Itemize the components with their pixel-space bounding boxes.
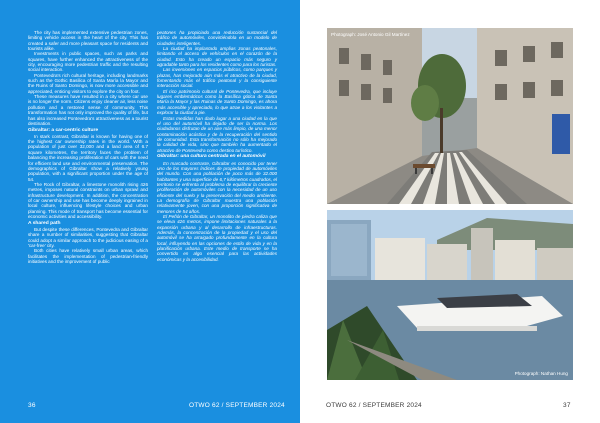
body-paragraph: The Rock of Gibraltar, a limestone monolith rising 426 metres, imposes natural constraints on urban sprawl and infrastructure development. In addition, the concentration of car ownership and use has become deeply ingrained in local culture, influencing lifestyle choices and urban planning. This mode of transport has become essential for economic activities and accessibility.: [28, 181, 148, 219]
gibraltar-marina-photo: [327, 210, 573, 380]
photo-credit-top: Photograph: José Antonio Gil Martínez: [331, 32, 410, 37]
body-paragraph: The city has implemented extensive pedestrian zones, limiting vehicle access in the heart of the city. This has created a safer and more pleasant space for residents and tourists alike.: [28, 30, 148, 52]
photo-credit-bottom: Photograph: Nathan Hung: [514, 371, 568, 376]
body-paragraph: El rico patrimonio cultural de Pontevedra, que incluye lugares emblemáticos como la Basílica gótica de Santa María la Mayor y las Ruinas de Santo Domingo, es ahora más accesible y apreciado, lo que atrae a los visitantes a explorar la ciudad a pie.: [157, 88, 277, 116]
body-paragraph: En marcado contraste, Gibraltar es conocido por tener uno de los mayores índices de propiedad de automóviles del mundo. Con una población de poco más de 32.000 habitantes y una superficie de 6,7 kilómetros cuadrados, el territorio se enfrenta al problema de equilibrar la creciente proliferación de automóviles con la necesidad de un uso eficiente del suelo y la preservación del medio ambiente. La demografía de Gibraltar muestra una población relativamente joven, con una proporción significativa de menores de 54 años.: [157, 160, 277, 214]
body-paragraph: peatones ha propiciado una reducción sustancial del tráfico de automóviles, convirtiéndola en un modelo de ciudades inteligentes.: [157, 30, 277, 46]
pontevedra-street-photo: [327, 28, 573, 204]
body-paragraph: Both cities have relatively small urban areas, which facilitates the implementation of pedestrian-friendly initiatives and the improvement of public: [28, 248, 148, 264]
section-heading-shared-path: A shared path: [28, 220, 61, 226]
page-number-right: 37: [563, 402, 571, 409]
section-heading-gibraltar-es: Gibraltar: una cultura centrada en el automóvil: [157, 154, 266, 160]
body-paragraph: El Peñón de Gibraltar, un monolito de piedra caliza que se eleva 426 metros, impone limitaciones naturales a la expansión urbana y al desarrollo de infraestructuras. Además, la concentración de la propiedad y el uso del automóvil se ha arraigado profundamente en la cultura local, influyendo en las opciones de estilo de vida y en la planificación urbana. Este medio de transporte se ha convertido en algo esencial para las actividades económicas y la accesibilidad.: [157, 213, 277, 262]
body-paragraph: Las inversiones en espacios públicos, como parques y plazas, han mejorado aún más el atractivo de la ciudad, fomentando más el tráfico peatonal y la consiguiente interacción social.: [157, 67, 277, 89]
body-paragraph: Pontevedra's rich cultural heritage, including landmarks such as the Gothic Basilica of Santa María la Mayor and the Ruins of Santo Domingo, is now more accessible and appreciated, enticing visitors to explore the city on foot.: [28, 72, 148, 94]
street-scene-illustration: [327, 28, 573, 204]
spanish-column: [157, 30, 277, 262]
body-paragraph: These measures have resulted in a city where car use is no longer the norm. Citizens enjoy cleaner air, less noise pollution and a restored sense of community. This transformation has not only improved the quality of life, but has also increased Pontevedra's attractiveness as a tourist destination.: [28, 94, 148, 126]
page-number-left: 36: [28, 402, 36, 409]
body-paragraph: In stark contrast, Gibraltar is known for having one of the highest car ownership rates in the world. With a population of just over 32,000 and a land area of 6.7 square kilometres, the territory faces the problem of balancing the increasing proliferation of cars with the need for efficient land use and environmental preservation. The demographics of Gibraltar show a relatively young population, with a significant proportion under the age of 54.: [28, 133, 148, 182]
section-heading-gibraltar: Gibraltar: a car-centric culture: [28, 127, 99, 133]
body-paragraph: But despite these differences, Pontevedra and Gibraltar share a number of similarities, suggesting that Gibraltar could adopt a similar approach to the judicious easing of a 'car-free' city.: [28, 226, 148, 248]
marina-illustration: [327, 210, 573, 380]
body-paragraph: Estas medidas han dado lugar a una ciudad en la que el uso del automóvil ha dejado de ser la norma. Los ciudadanos disfrutan de un aire más limpio, de una menor contaminación acústica y de la recuperación del sentido de comunidad. Esta transformación no sólo ha mejorado la calidad de vida, sino que también ha aumentado el atractivo de Pontevedra como destino turístico.: [157, 115, 277, 153]
magazine-footer-left: OTWO 62 / SEPTEMBER 2024: [189, 402, 285, 409]
english-column: [28, 30, 148, 264]
body-paragraph: La ciudad ha implantado amplias zonas peatonales, limitando el acceso de vehículos en el corazón de la ciudad. Esto ha creado un espacio más seguro y agradable tanto para los residentes como para los turistas.: [157, 46, 277, 68]
body-paragraph: Investments in public spaces, such as parks and squares, have further enhanced the attractiveness of the city, encouraging more pedestrian traffic and the resulting social interaction.: [28, 51, 148, 73]
magazine-footer-right: OTWO 62 / SEPTEMBER 2024: [326, 402, 422, 409]
